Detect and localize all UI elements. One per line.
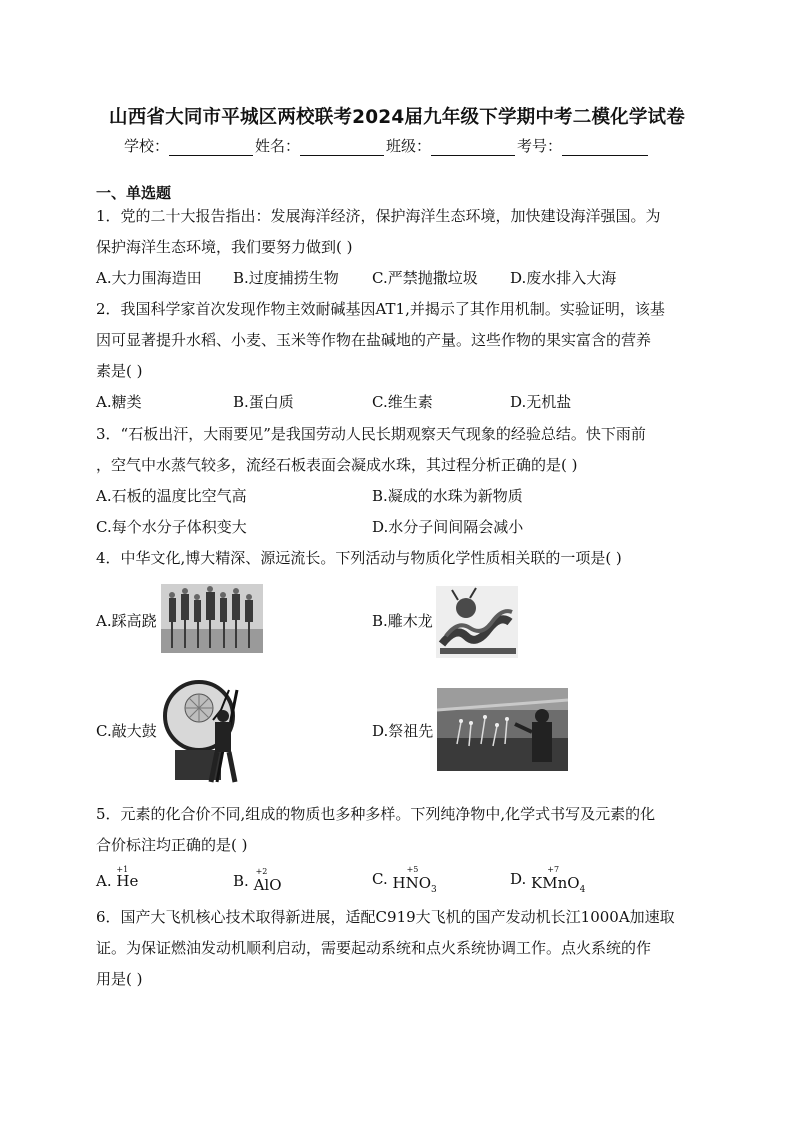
stilt-walking-image: [161, 584, 263, 653]
exam-number-label: 考号：: [517, 137, 563, 155]
q3-line-1: 3．“石板出汗，大雨要见”是我国劳动人民长期观察天气现象的经验总结。快下雨前: [96, 425, 646, 443]
class-field[interactable]: [431, 139, 515, 156]
option-d-label: D.: [510, 870, 527, 888]
valence-mn: +7: [547, 865, 560, 874]
q2-option-b[interactable]: B.蛋白质: [233, 393, 294, 411]
q5-line-2: 合价标注均正确的是( ): [96, 836, 248, 854]
formula-o4: O: [567, 874, 580, 892]
option-c-label: C.: [372, 870, 388, 888]
school-field[interactable]: [169, 139, 253, 156]
q1-line-2: 保护海洋生态环境，我们要努力做到( ): [96, 238, 353, 256]
q5-option-b[interactable]: [233, 867, 282, 894]
q2-line-2: 因可显著提升水稻、小麦、玉米等作物在盐碱地的产量。这些作物的果实富含的营养: [96, 331, 652, 349]
option-a-label: A.: [96, 872, 112, 890]
formula-mn: Mn: [542, 874, 568, 892]
student-info-row: [124, 135, 650, 156]
section-heading: 一、单选题: [96, 184, 172, 202]
option-b-label: B.: [233, 872, 249, 890]
q6-line-3: 用是( ): [96, 970, 143, 988]
q3-option-b[interactable]: B.凝成的水珠为新物质: [372, 487, 523, 505]
formula-o: O: [418, 874, 432, 892]
formula-k: K: [531, 874, 543, 892]
ancestor-worship-image: [437, 688, 568, 771]
formula-he: He: [116, 872, 139, 890]
q3-option-a[interactable]: A.石板的温度比空气高: [96, 487, 247, 505]
page-title: 山西省大同市平城区两校联考2024届九年级下学期中考二模化学试卷: [109, 107, 685, 128]
q2-option-d[interactable]: D.无机盐: [510, 393, 572, 411]
q4-line-1: 4．中华文化,博大精深、源远流长。下列活动与物质化学性质相关联的一项是( ): [96, 549, 622, 567]
name-field[interactable]: [300, 139, 384, 156]
q1-line-1: 1．党的二十大报告指出：发展海洋经济，保护海洋生态环境，加快建设海洋强国。为: [96, 207, 661, 225]
q1-option-a[interactable]: A.大力围海造田: [96, 269, 202, 287]
q2-option-a[interactable]: A.糖类: [96, 393, 142, 411]
q1-option-d[interactable]: D.废水排入大海: [510, 269, 617, 287]
formula-alo: AlO: [253, 876, 282, 894]
q5-line-1: 5．元素的化合价不同,组成的物质也多种多样。下列纯净物中,化学式书写及元素的化: [96, 805, 656, 823]
q2-option-c[interactable]: C.维生素: [372, 393, 433, 411]
q4-option-a[interactable]: A.踩高跷: [96, 612, 157, 630]
subscript-3: 3: [431, 885, 437, 895]
wood-dragon-image: [436, 586, 518, 658]
q5-option-a[interactable]: [96, 865, 139, 890]
q2-line-3: 素是( ): [96, 362, 143, 380]
q3-option-c[interactable]: C.每个水分子体积变大: [96, 518, 247, 536]
q5-option-c[interactable]: [372, 865, 437, 895]
q6-line-2: 证。为保证燃油发动机顺利启动，需要起动系统和点火系统协调工作。点火系统的作: [96, 939, 652, 957]
class-label: 班级：: [386, 137, 432, 155]
q4-option-c[interactable]: C.敲大鼓: [96, 722, 157, 740]
subscript-4: 4: [579, 885, 586, 895]
school-label: 学校：: [124, 137, 170, 155]
valence-n: +5: [406, 865, 419, 874]
q1-option-b[interactable]: B.过度捕捞生物: [233, 269, 339, 287]
q5-option-d[interactable]: [510, 865, 586, 895]
valence-he: +1: [116, 865, 129, 874]
q6-line-1: 6．国产大飞机核心技术取得新进展，适配C919大飞机的国产发动机长江1000A加速取: [96, 908, 675, 926]
q1-option-c[interactable]: C.严禁抛撒垃圾: [372, 269, 478, 287]
name-label: 姓名：: [255, 137, 301, 155]
q4-option-d[interactable]: D.祭祖先: [372, 722, 434, 740]
exam-number-field[interactable]: [562, 139, 648, 156]
q3-option-d[interactable]: D.水分子间间隔会减小: [372, 518, 524, 536]
formula-h: H: [392, 874, 406, 892]
drum-beating-image: [159, 670, 245, 786]
formula-n: N: [405, 874, 419, 892]
valence-al: +2: [255, 867, 268, 876]
q4-option-b[interactable]: B.雕木龙: [372, 612, 433, 630]
q3-line-2: ，空气中水蒸气较多，流经石板表面会凝成水珠，其过程分析正确的是( ): [96, 456, 578, 474]
q2-line-1: 2．我国科学家首次发现作物主效耐碱基因AT1,并揭示了其作用机制。实验证明，该基: [96, 300, 665, 318]
